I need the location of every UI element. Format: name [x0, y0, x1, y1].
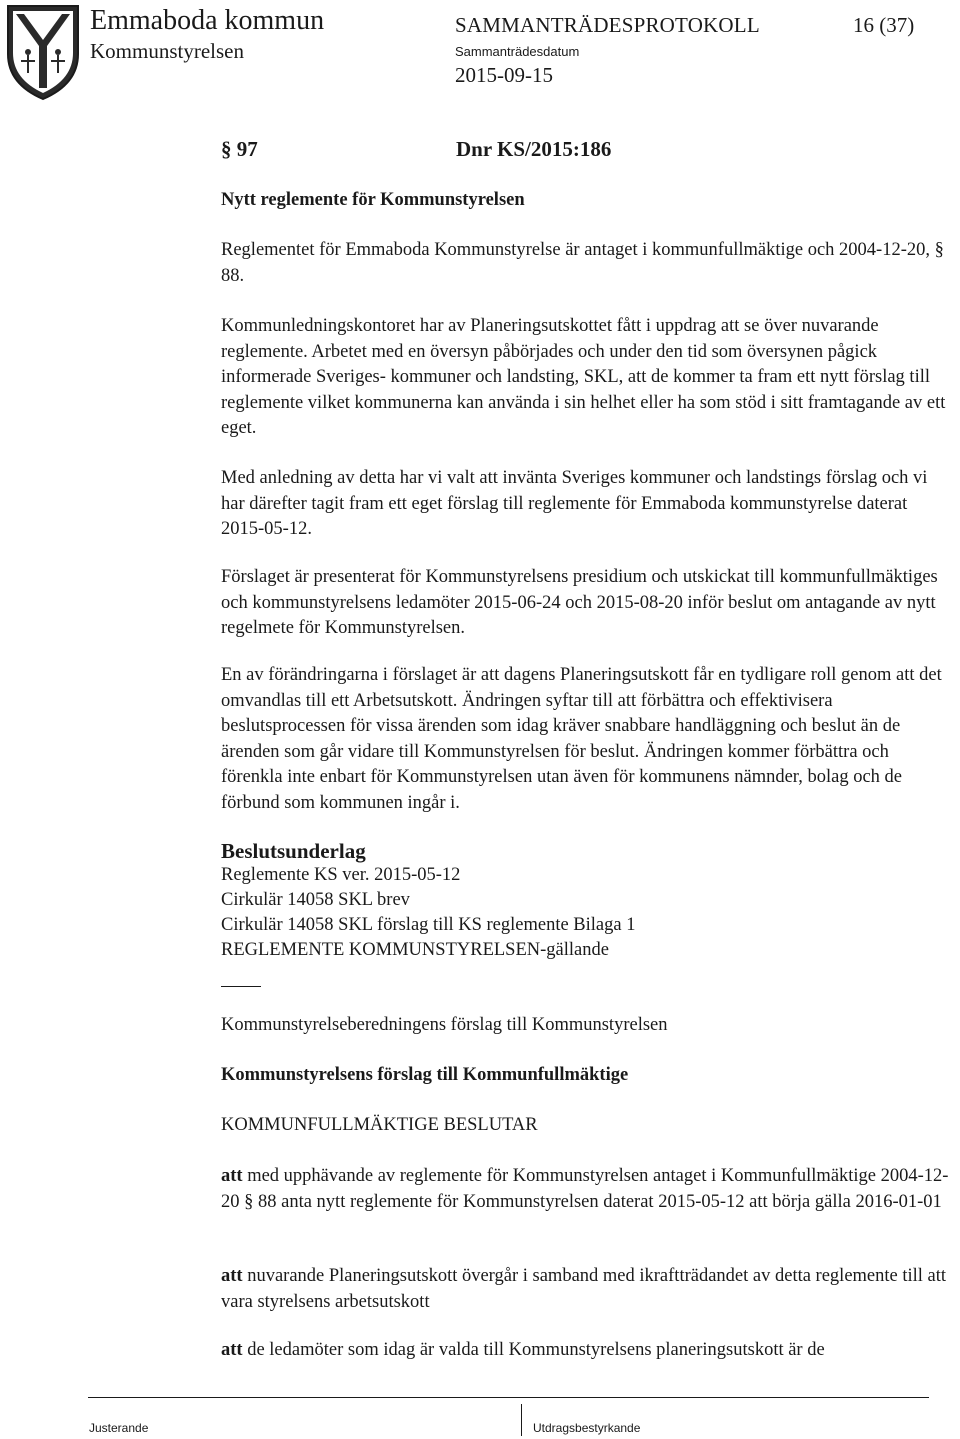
separator-line: [221, 986, 261, 987]
footer-rule: [88, 1397, 929, 1398]
att-keyword: att: [221, 1340, 243, 1360]
paragraph-number: § 97: [221, 137, 258, 161]
ks-proposal-heading: Kommunstyrelsens förslag till Kommunfullmäktige: [221, 1065, 629, 1085]
date-label: Sammanträdesdatum: [455, 44, 580, 59]
paragraph-3: Med anledning av detta har vi valt att invänta Sveriges kommuner och landstings förslag och vi har därefter tagit fram ett eget förslag till reglemente för Emmaboda kommunstyrelse daterat 2015-05-12.: [221, 468, 928, 539]
municipal-crest-icon: [4, 2, 82, 102]
att-clause-3: att de ledamöter som idag är valda till Kommunstyrelsens planeringsutskott är de: [221, 1340, 825, 1360]
org-name: Emmaboda kommun: [90, 5, 325, 36]
document-title: SAMMANTRÄDESPROTOKOLL: [455, 13, 760, 37]
underlag-item: Reglemente KS ver. 2015-05-12: [221, 865, 461, 885]
paragraph-4: Förslaget är presenterat för Kommunstyrelsens presidium och utskickat till kommunfullmäktiges och kommunstyrelsens ledamöter 2015-06-24 och 2015-08-20 inför beslut om antagande av nytt regelmete för Kommunstyrelsen.: [221, 567, 938, 638]
underlag-item: REGLEMENTE KOMMUNSTYRELSEN-gällande: [221, 940, 609, 960]
utdragsbestyrkande-label: Utdragsbestyrkande: [533, 1421, 641, 1435]
underlag-item: Cirkulär 14058 SKL förslag till KS reglemente Bilaga 1: [221, 915, 636, 935]
case-title: Nytt reglemente för Kommunstyrelsen: [221, 190, 525, 210]
att-clause-2: att nuvarande Planeringsutskott övergår i samband med ikraftträdandet av detta reglemente till att vara styrelsens arbetsutskott: [221, 1266, 947, 1312]
paragraph-5: En av förändringarna i förslaget är att dagens Planeringsutskott får en tydligare roll genom att det omvandlas till ett Arbetsutskott. Ändringen syftar till att förbättra och effektivisera beslutsprocessen för vissa ärenden som idag kräver snabbare handläggning och beslut än de ärenden som går vidare till Kommunstyrelsen för beslut. Ändringen kommer förbättra och förenkla inte enbart för Kommunstyrelsen utan även för kommunens nämnder, bolag och de förbund som kommunen ingår i.: [221, 665, 942, 813]
paragraph-1: Reglementet för Emmaboda Kommunstyrelse är antaget i kommunfullmäktige och 2004-12-20, § 88.: [221, 240, 944, 286]
justerande-label: Justerande: [89, 1421, 149, 1435]
att-keyword: att: [221, 1166, 243, 1186]
beredning-proposal: Kommunstyrelseberedningens förslag till Kommunstyrelsen: [221, 1015, 668, 1035]
att-keyword: att: [221, 1266, 243, 1286]
underlag-item: Cirkulär 14058 SKL brev: [221, 890, 410, 910]
paragraph-2: Kommunledningskontoret har av Planeringsutskottet fått i uppdrag att se över nuvarande reglemente. Arbetet med en översyn påbörjades och under den tid som översynen pågick informerade Sveriges- kommuner och landsting, SKL, att de kommer ta fram ett nytt förslag till reglemente vilket kommunerna kan använda i sin helhet eller ha som stöd i sitt framtagande av ett eget.: [221, 316, 946, 438]
diary-number: Dnr KS/2015:186: [456, 137, 612, 161]
department-name: Kommunstyrelsen: [90, 39, 244, 63]
att-clause-1: att med upphävande av reglemente för Kommunstyrelsen antaget i Kommunfullmäktige 2004-12-20 § 88 anta nytt reglemente för Kommunstyrelsen daterat 2015-05-12 att börja gälla 2016-01-01: [221, 1166, 949, 1212]
footer-divider: [521, 1404, 522, 1436]
beslutsunderlag-heading: Beslutsunderlag: [221, 839, 366, 863]
kf-beslutar: KOMMUNFULLMÄKTIGE BESLUTAR: [221, 1115, 538, 1135]
page-number: 16 (37): [853, 13, 915, 37]
date-value: 2015-09-15: [455, 63, 553, 87]
